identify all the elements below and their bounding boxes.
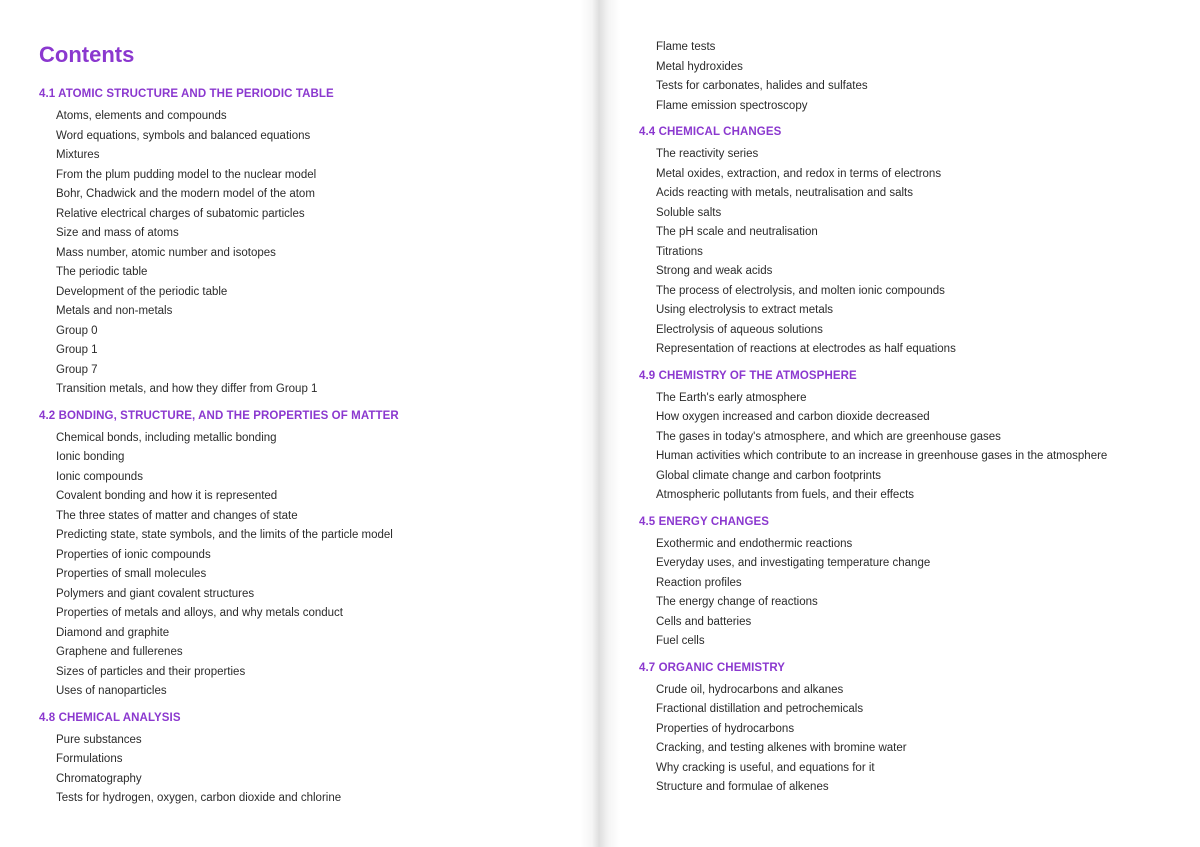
toc-section <box>39 408 589 702</box>
toc-section <box>639 368 1184 506</box>
toc-item: Structure and formulae of alkenes <box>656 781 829 793</box>
toc-item: Cracking, and testing alkenes with bromine water <box>656 742 907 754</box>
toc-item: Properties of small molecules <box>56 568 207 580</box>
toc-item: Fuel cells <box>656 635 705 647</box>
toc-item: Relative electrical charges of subatomic particles <box>56 207 305 220</box>
page-title: Contents <box>39 42 135 67</box>
toc-item: Metals and non-metals <box>56 305 173 317</box>
toc-item: Uses of nanoparticles <box>56 685 167 697</box>
toc-item: Bohr, Chadwick and the modern model of the atom <box>56 188 315 200</box>
toc-item: Ionic compounds <box>56 470 143 483</box>
toc-item: The process of electrolysis, and molten ionic compounds <box>656 284 945 297</box>
toc-section <box>639 38 1184 116</box>
toc-item: The energy change of reactions <box>656 596 818 608</box>
toc-item: Transition metals, and how they differ from Group 1 <box>56 383 318 395</box>
toc-item: Representation of reactions at electrodes as half equations <box>656 343 956 355</box>
toc-item: Polymers and giant covalent structures <box>56 587 255 600</box>
toc-item: Atmospheric pollutants from fuels, and their effects <box>656 489 915 501</box>
toc-item: Ionic bonding <box>56 451 125 463</box>
section-heading: 4.1 ATOMIC STRUCTURE AND THE PERIODIC TABLE <box>39 88 334 100</box>
left-contents-column <box>39 86 589 809</box>
toc-item: The reactivity series <box>656 148 759 160</box>
right-contents-column <box>639 38 1184 798</box>
toc-item: The Earth's early atmosphere <box>656 391 807 404</box>
toc-item: The periodic table <box>56 266 148 278</box>
toc-item: Properties of hydrocarbons <box>656 722 795 735</box>
toc-item: Mixtures <box>56 149 100 161</box>
toc-item: Titrations <box>656 245 703 258</box>
toc-section <box>39 710 589 809</box>
toc-item: The pH scale and neutralisation <box>656 226 818 238</box>
toc-section <box>639 514 1184 652</box>
toc-item: Flame tests <box>656 41 716 53</box>
toc-item: How oxygen increased and carbon dioxide decreased <box>656 411 930 423</box>
toc-item: Crude oil, hydrocarbons and alkanes <box>656 683 844 696</box>
toc-item: Reaction profiles <box>656 576 742 589</box>
toc-item: Chromatography <box>56 772 142 785</box>
toc-item: Mass number, atomic number and isotopes <box>56 246 276 259</box>
toc-item: Group 1 <box>56 344 98 356</box>
toc-item: Properties of ionic compounds <box>56 548 211 561</box>
section-heading: 4.4 CHEMICAL CHANGES <box>639 126 782 138</box>
toc-item: Why cracking is useful, and equations for it <box>656 761 875 774</box>
section-heading: 4.9 CHEMISTRY OF THE ATMOSPHERE <box>639 369 857 382</box>
section-heading: 4.8 CHEMICAL ANALYSIS <box>39 711 181 724</box>
toc-item: Soluble salts <box>656 206 722 219</box>
toc-item: Electrolysis of aqueous solutions <box>656 323 823 336</box>
toc-item: Everyday uses, and investigating temperature change <box>656 557 931 569</box>
toc-item: Exothermic and endothermic reactions <box>656 537 853 550</box>
toc-item: Chemical bonds, including metallic bonding <box>56 431 277 444</box>
toc-item: Human activities which contribute to an increase in greenhouse gases in the atmosphere <box>656 450 1108 462</box>
left-page <box>0 0 598 847</box>
toc-item: Sizes of particles and their properties <box>56 665 246 678</box>
toc-item: Properties of metals and alloys, and why metals conduct <box>56 607 344 619</box>
toc-section <box>39 86 589 400</box>
toc-item: Pure substances <box>56 733 142 746</box>
toc-item-list <box>639 145 1184 360</box>
toc-item: Tests for hydrogen, oxygen, carbon dioxide and chlorine <box>56 792 342 804</box>
toc-section <box>639 124 1184 360</box>
toc-item: Strong and weak acids <box>656 265 773 277</box>
toc-item: Cells and batteries <box>656 615 752 628</box>
section-heading: 4.7 ORGANIC CHEMISTRY <box>639 661 786 674</box>
toc-item: Word equations, symbols and balanced equations <box>56 129 311 142</box>
toc-item-list <box>639 681 1184 798</box>
toc-item-list <box>39 731 589 809</box>
toc-item: Global climate change and carbon footprints <box>656 469 882 482</box>
toc-item: Formulations <box>56 753 123 765</box>
toc-item: Metal hydroxides <box>656 60 743 73</box>
toc-item-list <box>39 429 589 702</box>
toc-item: Group 0 <box>56 324 98 337</box>
toc-item: Flame emission spectroscopy <box>656 99 808 112</box>
right-page <box>598 0 1200 847</box>
toc-item-list <box>639 535 1184 652</box>
toc-item: Group 7 <box>56 363 98 376</box>
toc-item: Covalent bonding and how it is represented <box>56 490 278 502</box>
toc-item: Using electrolysis to extract metals <box>656 304 834 316</box>
toc-item: The three states of matter and changes of state <box>56 509 298 522</box>
toc-item-list <box>39 107 589 400</box>
section-heading: 4.2 BONDING, STRUCTURE, AND THE PROPERTIES OF MATTER <box>39 409 399 422</box>
toc-item: Tests for carbonates, halides and sulfates <box>656 80 868 92</box>
toc-item: Diamond and graphite <box>56 626 170 639</box>
toc-item-list <box>639 389 1184 506</box>
toc-item: Development of the periodic table <box>56 285 228 298</box>
toc-item: Acids reacting with metals, neutralisation and salts <box>656 187 913 199</box>
toc-item: Size and mass of atoms <box>56 227 179 239</box>
toc-item: Metal oxides, extraction, and redox in terms of electrons <box>656 167 942 180</box>
toc-item: From the plum pudding model to the nuclear model <box>56 168 317 181</box>
toc-item: Atoms, elements and compounds <box>56 110 227 122</box>
toc-item: The gases in today's atmosphere, and which are greenhouse gases <box>656 430 1001 443</box>
toc-item: Graphene and fullerenes <box>56 646 183 658</box>
toc-item: Predicting state, state symbols, and the limits of the particle model <box>56 529 393 541</box>
toc-item-list <box>639 38 1184 116</box>
toc-item: Fractional distillation and petrochemicals <box>656 703 864 715</box>
section-heading: 4.5 ENERGY CHANGES <box>639 515 770 528</box>
toc-section <box>639 660 1184 798</box>
